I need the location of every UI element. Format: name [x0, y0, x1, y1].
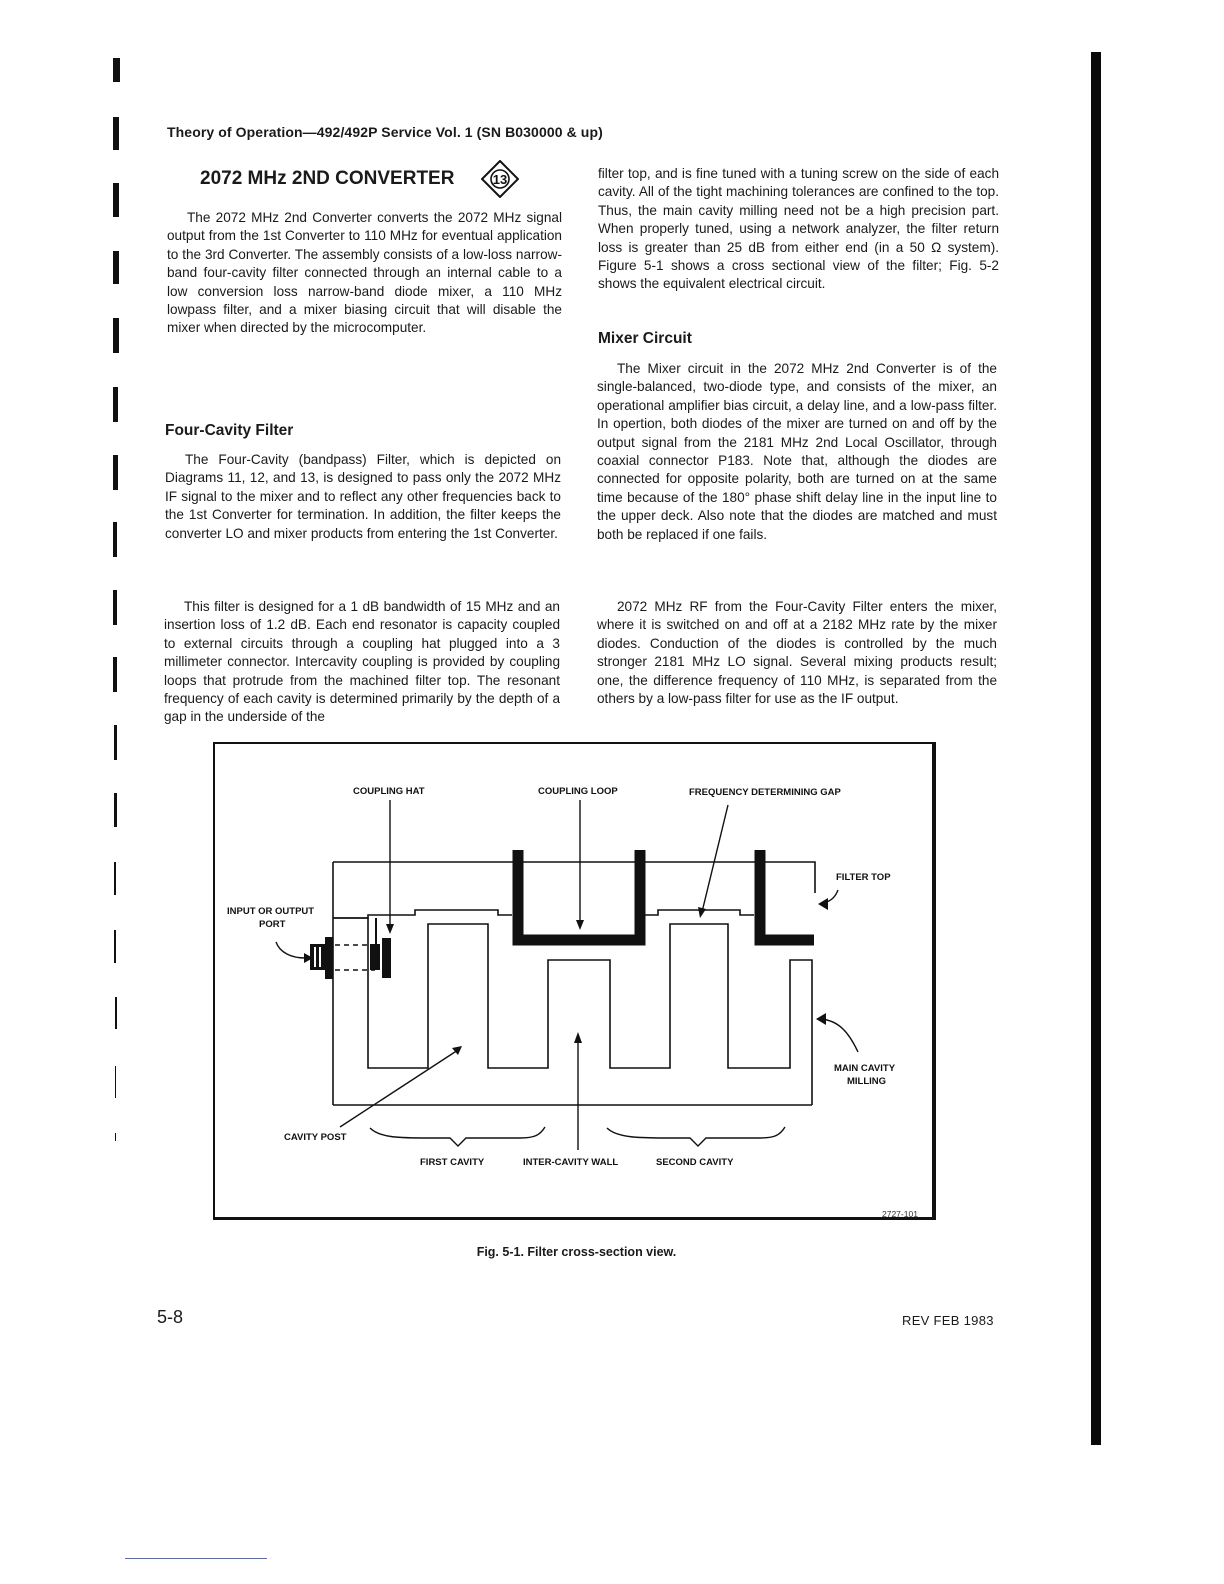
label-cavity-post: CAVITY POST: [284, 1132, 347, 1143]
figure-caption: Fig. 5-1. Filter cross-section view.: [476, 1245, 677, 1259]
mixer-paragraph-2: 2072 MHz RF from the Four-Cavity Filter enters the mixer, where it is switched on and off at a 2182 MHz rate by the mixer diodes. Conduction of the diodes is controlled by the much stronger 2181 MHz LO signal. Several mixing products result; one, the difference frequency of 110 MHz, is separated from the others by a low-pass filter for use as the IF output.: [597, 599, 997, 707]
label-main-cavity: MAIN CAVITY: [834, 1063, 896, 1074]
label-input-output: INPUT OR OUTPUT: [227, 906, 315, 917]
label-second-cavity: SECOND CAVITY: [656, 1157, 734, 1168]
figure-number: 2727-101: [882, 1209, 918, 1219]
intro-paragraph: The 2072 MHz 2nd Converter converts the 2072 MHz signal output from the 1st Converter to 110 MHz for eventual application to the 3rd Converter. The assembly consists of a low-loss narrow-band four-cavity filter connected through an internal cable to a low conversion loss narrow-band diode mixer, a 110 MHz lowpass filter, and a mixer biasing circuit that will disable the mixer when directed by the microcomputer.: [167, 210, 562, 336]
revision-date: REV FEB 1983: [902, 1313, 994, 1328]
section-title-converter: 2072 MHz 2ND CONVERTER: [200, 168, 455, 189]
label-filter-top: FILTER TOP: [836, 872, 891, 883]
input-output-connector: [310, 918, 391, 979]
label-inter-cavity-wall: INTER-CAVITY WALL: [523, 1157, 619, 1168]
filter-paragraph-2-continued: filter top, and is fine tuned with a tuning screw on the side of each cavity. All of the tight machining tolerances are confined to the top. Thus, the main cavity milling need not be a high precision part. When properly tuned, using a network analyzer, the filter return loss is greater than 25 dB from either end (in a 50 Ω system). Figure 5-1 shows a cross sectional view of the filter; Fig. 5-2 shows the equivalent electrical circuit.: [598, 166, 999, 292]
label-coupling-loop: COUPLING LOOP: [538, 786, 618, 797]
coupling-loop-2: [760, 850, 814, 940]
label-milling: MILLING: [847, 1076, 887, 1087]
label-first-cavity: FIRST CAVITY: [420, 1157, 485, 1168]
label-coupling-hat: COUPLING HAT: [353, 786, 425, 797]
label-port: PORT: [259, 919, 286, 930]
filter-paragraph-1: The Four-Cavity (bandpass) Filter, which is depicted on Diagrams 11, 12, and 13, is designed to pass only the 2072 MHz IF signal to the mixer and to reflect any other frequencies back to the 1st Converter for termination. In addition, the filter keeps the converter LO and mixer products from entering the 1st Converter.: [165, 452, 561, 541]
diagram-reference-number: 13: [492, 172, 508, 187]
filter-paragraph-2: This filter is designed for a 1 dB bandwidth of 15 MHz and an insertion loss of 1.2 dB. Each end resonator is capacity coupled to external circuits through a coupling hat plugged into a 3 millimeter connector. Intercavity coupling is provided by coupling loops that protrude from the machined filter top. The resonant frequency of each cavity is determined primarily by the depth of a gap in the underside of the: [164, 599, 560, 725]
filter-top-underside: [333, 910, 512, 918]
mixer-paragraph-1: The Mixer circuit in the 2072 MHz 2nd Converter is of the single-balanced, two-diode type, and consists of the mixer, an operational amplifier bias circuit, a delay line, and a low-pass filter. In opertion, both diodes of the mixer are turned on and off by the output signal from the 2181 MHz 2nd Local Oscillator, through coaxial connector P183. Note that, although the diodes are connected for opposite polarity, both are turned on at the same time because of the 180° phase shift delay line in the input line to the upper deck. Also note that the diodes are matched and must both be replaced if one fails.: [597, 361, 997, 542]
housing-outline: [333, 862, 815, 893]
section-title-four-cavity-filter: Four-Cavity Filter: [165, 422, 294, 439]
bottom-rule: [125, 1558, 267, 1559]
section-title-mixer-circuit: Mixer Circuit: [598, 330, 692, 347]
page-number: 5-8: [157, 1307, 184, 1327]
label-frequency-determining-gap: FREQUENCY DETERMINING GAP: [689, 787, 841, 798]
running-header: Theory of Operation—492/492P Service Vol. 1 (SN B030000 & up): [167, 124, 603, 140]
